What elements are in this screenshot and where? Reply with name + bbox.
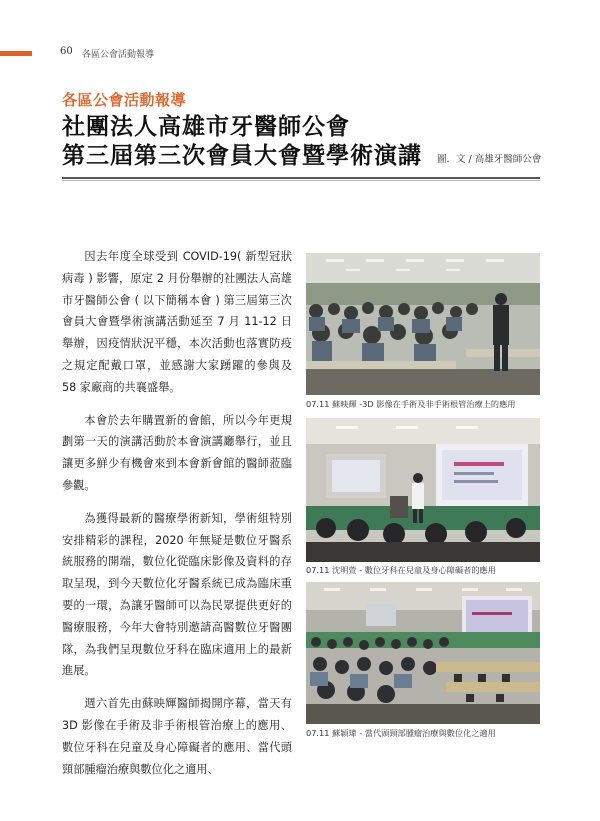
paragraph-2: 本會於去年購置新的會館，所以今年更規劃第一天的演講活動於本會演講廳舉行，並且讓更多鮮少有機會來到本會新會館的醫師蒞臨參觀。 [62,413,292,492]
article-body [62,246,292,791]
event-photo-2 [306,418,540,562]
section-label: 各區公會活動報導 [62,91,187,109]
article-title-line2: 第三屆第三次會員大會暨學術演講 [62,143,422,169]
page-number: 60 [60,46,73,57]
photo-caption-2: 07.11 沈明萱 - 數位牙科在兒童及身心障礙者的應用 [306,565,496,575]
article-title-line1: 社團法人高雄市牙醫師公會 [62,114,350,140]
title-rule-thin [62,180,540,181]
paragraph-4: 週六首先由蘇映輝醫師揭開序幕，當天有 3D 影像在手術及非手術根管治療上的應用、數位牙科在兒童及身心障礙者的應用、當代頭頸部腫瘤治療與數位化之適用、 [62,697,292,776]
paragraph-3: 為獲得最新的醫療學術新知，學術組特別安排精彩的課程，2020 年無疑是數位牙醫系統服務的開端，數位化從臨床影像及資料的存取呈現，到今天數位化牙醫系統已成為臨床重要的一環，為讓牙醫師可以為民眾提供更好的醫療服務，今年大會特別邀請高醫數位牙醫團隊，為我們呈現數位牙科在臨床適用上的最新進展。 [62,511,292,678]
article-byline: 圖．文 / 高雄牙醫師公會 [437,154,542,165]
paragraph-1: 因去年度全球受到 COVID-19( 新型冠狀病毒 ) 影響，原定 2 月份舉辦的社團法人高雄市牙醫師公會 ( 以下簡稱本會 ) 第三屆第三次會員大會暨學術演講活動延至 7 月 11-12 日舉辦，因疫情狀況平穩，本次活動也落實防疫之規定配戴口罩，並感謝大家踴躍的參與及 58 家廠商的共襄盛舉。 [62,250,292,394]
title-rule [62,177,540,179]
header-accent-bar [0,51,32,56]
event-photo-3 [306,582,540,724]
running-head: 各區公會活動報導 [82,50,155,60]
photo-caption-1: 07.11 蘇映輝 -3D 影像在手術及非手術根管治療上的應用 [306,399,516,409]
photo-caption-3: 07.11 蘇穎瑋 - 當代頭頸部腫瘤治療與數位化之適用 [306,728,496,738]
event-photo-1 [306,253,540,395]
